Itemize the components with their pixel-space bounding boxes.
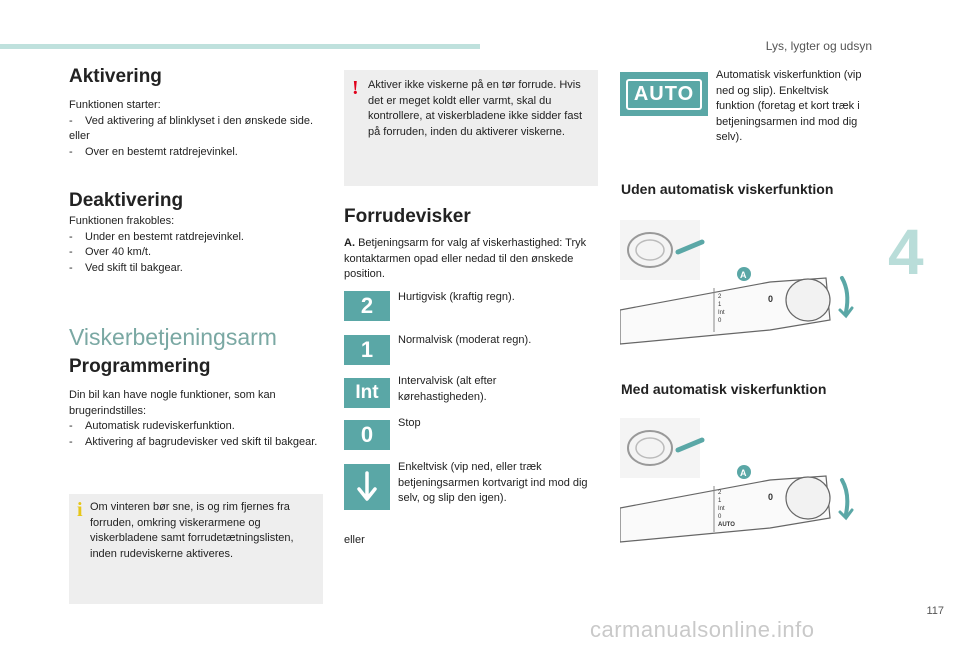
warning-icon: ! [352,77,359,99]
wiper-stalk-auto-illustration [620,410,860,550]
int-text: Intervalvisk (alt efter kørehastigheden). [398,375,497,403]
arrow-down-icon [355,471,379,503]
illustration-label-a: A [740,270,747,280]
list-item: - Aktivering af bagrudevisker ved skift til bakgear. [69,435,318,448]
deaktivering-title: Deaktivering [69,190,184,211]
warning-note [344,70,598,186]
wiper-stalk-drawing [620,212,860,352]
speed-1-badge: 1 [344,335,390,365]
ring-zero-label: 0 [768,294,774,304]
stop-badge: 0 [344,420,390,450]
auto-badge: AUTO [620,72,708,116]
scale-auto-label: AUTO [718,522,735,528]
scale-label: 2 [718,490,722,496]
warning-note-text: Aktiver ikke viskerne på en tør forrude. Hvis det er meget koldt eller varmt, skal du kontrollere, at viskerbladene ikke sidder fast på forruden, inden du aktiverer viskerne. [368,79,582,138]
list-item: - Ved aktivering af blinklyset i den ønskede side. [69,114,314,127]
info-note-text: Om vinteren bør sne, is og rim fjernes fra forruden, omkring viskerarmene og viskerbladene samt forrudetætningslisten, inden rudeviskerne aktiveres. [90,501,294,560]
section-title: Lys, lygter og udsyn [765,39,872,53]
header-accent-bar [0,44,480,49]
wiper-stalk-auto-drawing [620,410,860,550]
aktivering-section [69,66,319,160]
speed-1-text: Normalvisk (moderat regn). [398,334,532,346]
list-item: - Ved skift til bakgear. [69,261,183,274]
viskerbetjening-title: Viskerbetjeningsarm [69,324,277,350]
page-number: 117 [926,605,944,617]
ring-zero-label: 0 [768,492,774,502]
aktivering-intro: Funktionen starter: [69,99,161,111]
scale-label: 0 [718,318,722,324]
single-wipe-text: Enkeltvisk (vip ned, eller træk betjeningsarmen kortvarigt ind mod dig selv, og slip den igen). [398,461,588,504]
scale-label: Int [718,506,725,512]
speed-2-text: Hurtigvisk (kraftig regn). [398,291,515,303]
deaktivering-section [69,190,319,276]
forrudevisker-or: eller [344,534,365,546]
aktivering-or: eller [69,130,90,142]
scale-label: 1 [718,302,722,308]
scale-label: Int [718,310,725,316]
forrudevisker-lead: A. Betjeningsarm for valg af viskerhastighed: Tryk kontaktarmen opad eller nedad til den ønskede position. [344,237,587,280]
scale-label: 0 [718,514,722,520]
programmering-intro: Din bil kan have nogle funktioner, som kan brugerindstilles: [69,389,276,417]
list-item: - Over en bestemt ratdrejevinkel. [69,145,238,158]
info-note [69,494,323,604]
uden-title: Uden automatisk viskerfunktion [621,181,834,197]
watermark: carmanualsonline.info [590,617,815,642]
aktivering-title: Aktivering [69,66,162,87]
scale-label: 1 [718,498,722,504]
single-wipe-badge [344,464,390,510]
list-item: - Over 40 km/t. [69,246,152,258]
speed-2-badge: 2 [344,291,390,321]
med-title: Med automatisk viskerfunktion [621,381,827,397]
info-icon: i [77,499,83,521]
list-item: - Under en bestemt ratdrejevinkel. [69,230,244,243]
stop-text: Stop [398,417,421,429]
wiper-stalk-illustration [620,212,860,352]
deaktivering-intro: Funktionen frakobles: [69,215,175,227]
list-item: - Automatisk rudeviskerfunktion. [69,420,235,432]
illustration-label-a: A [740,468,747,478]
scale-label: 2 [718,294,722,300]
int-badge: Int [344,378,390,408]
auto-text: Automatisk viskerfunktion (vip ned og slip). Enkeltvisk funktion (foretag et kort træk i betjeningsarmen ind mod dig selv). [716,69,862,143]
forrudevisker-title: Forrudevisker [344,206,471,227]
programmering-section [69,356,319,450]
chapter-number: 4 [888,216,924,288]
programmering-title: Programmering [69,356,211,377]
